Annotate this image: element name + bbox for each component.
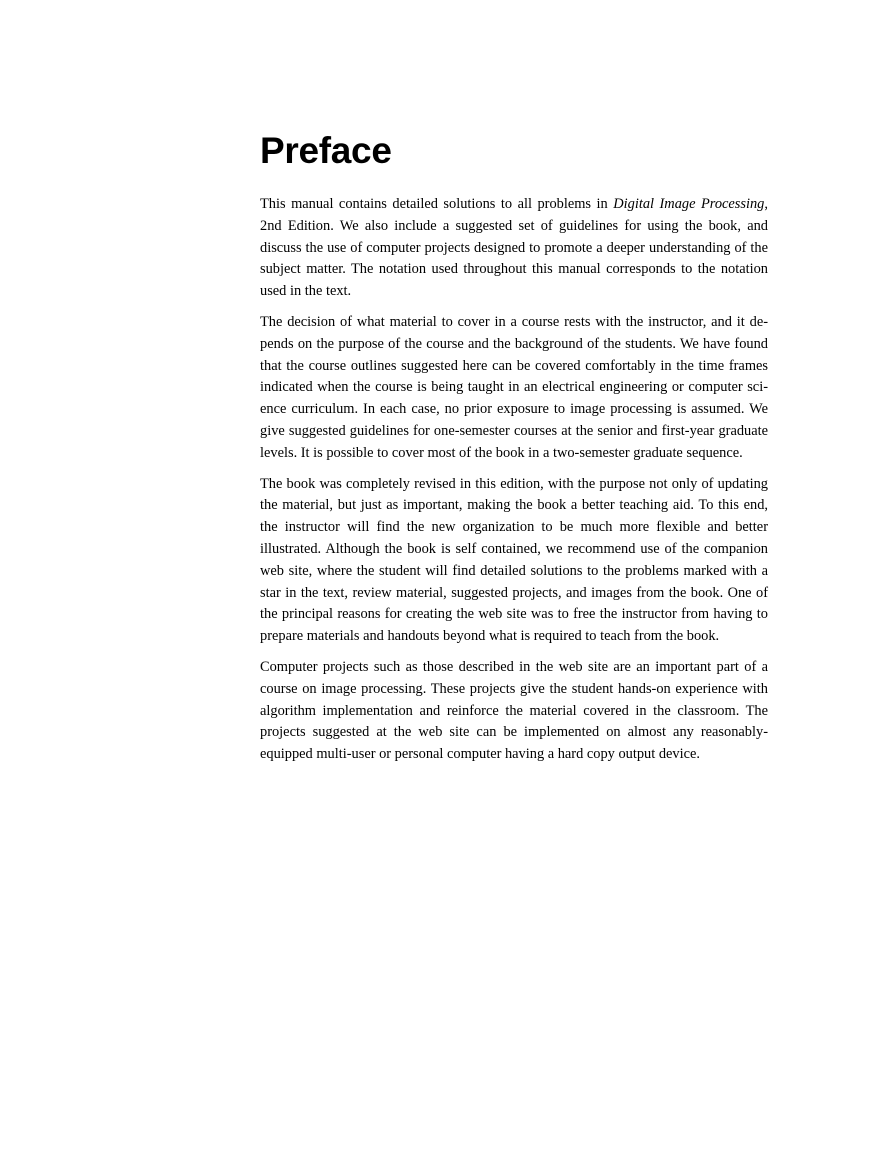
paragraph-1-rest: , 2nd Edition. We also include a suggested set of guidelines for using the book, and discuss the use of computer projects designed to promote a deeper understanding of the subject matter. The notation used throughout this manual corresponds to the notation used in the text. [260, 196, 768, 300]
paragraph-1-intro: This manual contains detailed solutions to all problems in [260, 196, 614, 212]
book-title: Digital Image Processing [613, 196, 765, 212]
paragraph-3: The book was completely revised in this edition, with the purpose not only of updating the material, but just as important, making the book a better teaching aid. To this end, the instructor will find the new organization to be much more flexible and better illustrated. Although the book is self contained, we recommend use of the companion web site, where the student will find detailed solutions to the problems marked with a star in the text, review material, suggested projects, and images from the book. One of the principal reasons for creating the web site was to free the instructor from having to prepare materials and handouts beyond what is required to teach from the book. [260, 475, 768, 645]
page-content [260, 128, 768, 775]
paragraph-4: Computer projects such as those described in the web site are an important part of a course on image processing. These projects give the student hands-on experience with algorithm implementation and reinforce the material covered in the classroom. The projects suggested at the web site can be implemented on almost any reasonably-equipped multi-user or personal computer having a hard copy output device. [260, 658, 768, 763]
paragraph-1 [260, 194, 768, 303]
page-title: Preface [260, 130, 392, 171]
paragraph-2: The decision of what material to cover in a course rests with the instructor, and it depends on the purpose of the course and the background of the students. We have found that the course outlines suggested here can be covered comfortably in the time frames indicated when the course is being taught in an electrical engineering or computer science curriculum. In each case, no prior exposure to image processing is assumed. We give suggested guidelines for one-semester courses at the senior and first-year graduate levels. It is possible to cover most of the book in a two-semester graduate sequence. [260, 313, 768, 461]
